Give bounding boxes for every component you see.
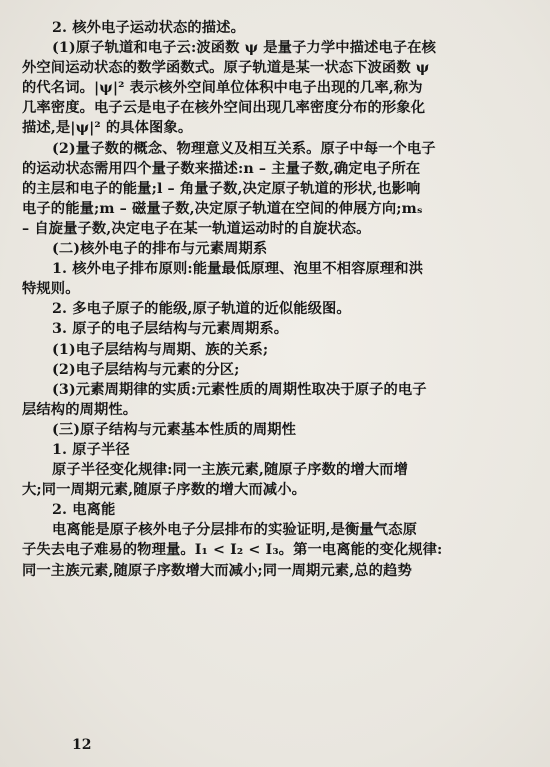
text-line: 电子的能量;m – 磁量子数,决定原子轨道在空间的伸展方向;mₛ [22,200,423,217]
text-line: (2)电子层结构与元素的分区; [52,361,240,378]
text-line: (二)核外电子的排布与元素周期系 [52,241,268,258]
text-line: 的运动状态需用四个量子数来描述:n – 主量子数,确定电子所在 [22,160,421,177]
text-line: 2. 核外电子运动状态的描述。 [52,20,245,36]
text-line: 2. 多电子原子的能级,原子轨道的近似能级图。 [52,301,351,318]
text-line: – 自旋量子数,决定电子在某一轨道运动时的自旋状态。 [22,220,371,237]
text-line: 几率密度。电子云是电子在核外空间出现几率密度分布的形象化 [22,100,426,117]
text-line: (三)原子结构与元素基本性质的周期性 [52,421,297,438]
text-line: 2. 电离能 [52,502,116,519]
text-line: 3. 原子的电子层结构与元素周期系。 [52,321,289,338]
text-line: (3)元素周期律的实质:元素性质的周期性取决于原子的电子 [52,381,427,398]
text-line: 大;同一周期元素,随原子序数的增大而减小。 [22,482,306,499]
text-line: 层结构的周期性。 [22,401,138,418]
text-line: 原子半径变化规律:同一主族元素,随原子序数的增大而增 [52,462,408,479]
text-line: 1. 核外电子排布原则:能量最低原理、泡里不相容原理和洪 [52,261,424,278]
text-line: 1. 原子半径 [52,441,130,458]
text-line: 电离能是原子核外电子分层排布的实验证明,是衡量气态原 [52,522,417,539]
text-line: 的代名词。|ψ|² 表示核外空间单位体积中电子出现的几率,称为 [22,80,423,97]
text-line: (1)原子轨道和电子云:波函数 ψ 是量子力学中描述电子在核 [52,40,436,57]
text-line: (2)量子数的概念、物理意义及相互关系。原子中每一个电子 [52,140,436,157]
body-text [22,18,528,581]
text-line: 描述,是|ψ|² 的具体图象。 [22,120,193,137]
text-line: 外空间运动状态的数学函数式。原子轨道是某一状态下波函数 ψ [22,60,430,77]
page-number: 12 [72,737,92,753]
text-line: 子失去电子难易的物理量。I₁ < I₂ < I₃。第一电离能的变化规律: [22,542,443,559]
text-line: (1)电子层结构与周期、族的关系; [52,341,269,358]
text-line: 同一主族元素,随原子序数增大而减小;同一周期元素,总的趋势 [22,562,412,579]
text-line: 特规则。 [22,281,80,298]
text-line: 的主层和电子的能量;l – 角量子数,决定原子轨道的形状,也影响 [22,180,421,197]
